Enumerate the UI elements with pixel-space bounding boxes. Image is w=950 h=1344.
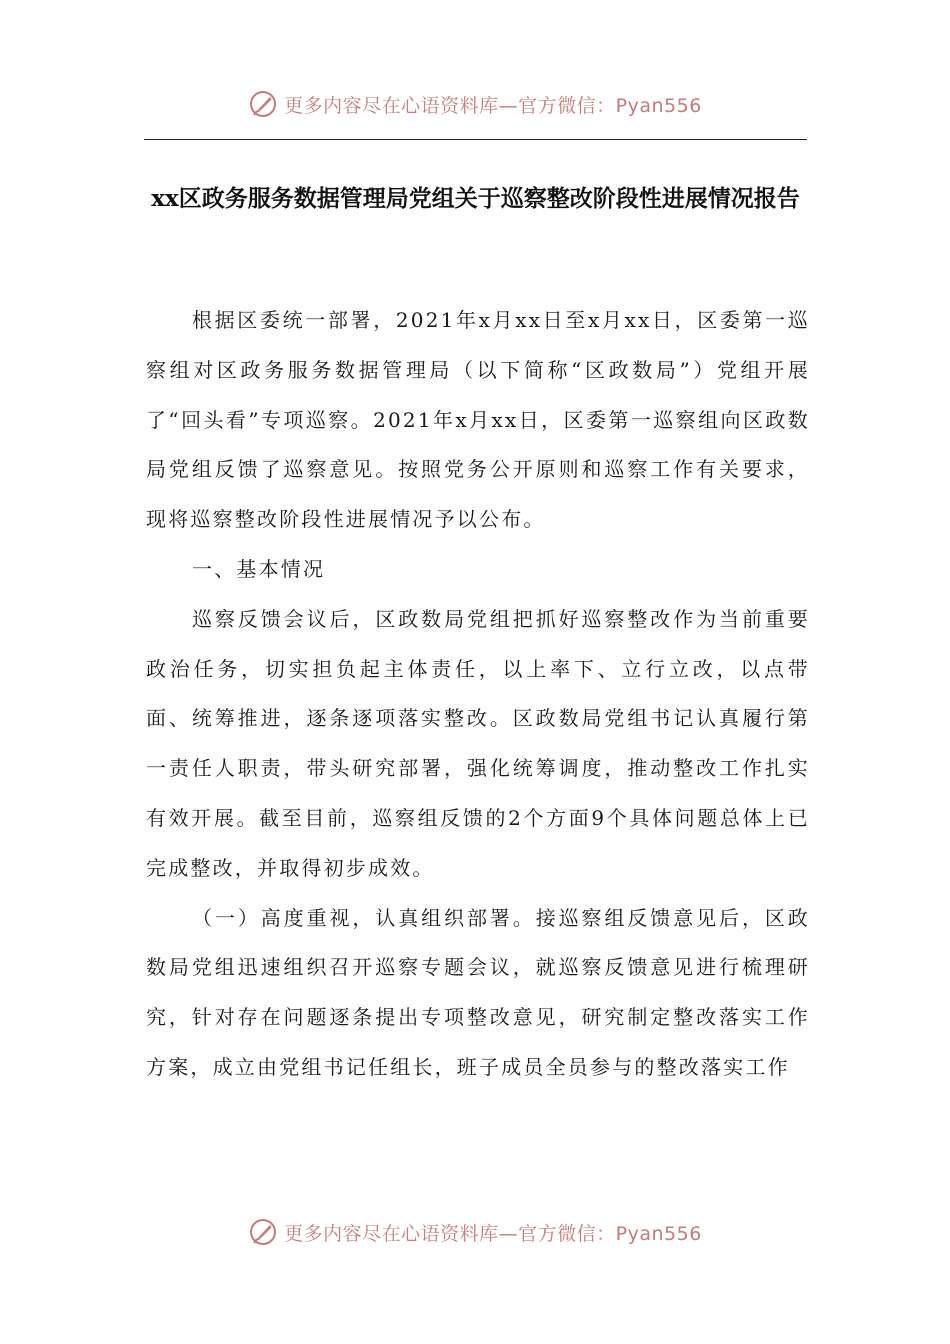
watermark-text: 更多内容尽在心语资料库—官方微信：Pyan556 (284, 1222, 702, 1245)
document-body (146, 296, 810, 1093)
paragraph: 巡察反馈会议后，区政数局党组把抓好巡察整改作为当前重要政治任务，切实担负起主体责任，以上率下、立行立改，以点带面、统筹推进，逐条逐项落实整改。区政数局党组书记认真履行第一责任人职责，带头研究部署，强化统筹调度，推动整改工作扎实有效开展。截至目前，巡察组反馈的2个方面9个具体问题总体上已完成整改，并取得初步成效。 (146, 606, 810, 880)
section-heading: 一、基本情况 (192, 556, 326, 581)
paragraph: 根据区委统一部署，2021年x月xx日至x月xx日，区委第一巡察组对区政务服务数据管理局（以下简称“区政数局”）党组开展了“回头看”专项巡察。2021年x月xx日，区委第一巡察组向区政数局党组反馈了巡察意见。按照党务公开原则和巡察工作有关要求，现将巡察整改阶段性进展情况予以公布。 (146, 308, 810, 532)
document-title: xx区政务服务数据管理局党组关于巡察整改阶段性进展情况报告 (151, 185, 800, 212)
header-watermark (0, 84, 950, 124)
header-divider (144, 139, 807, 140)
footer-watermark (0, 1212, 950, 1252)
paragraph: （一）高度重视，认真组织部署。接巡察组反馈意见后，区政数局党组迅速组织召开巡察专题会议，就巡察反馈意见进行梳理研究，针对存在问题逐条提出专项整改意见，研究制定整改落实工作方案，成立由党组书记任组长，班子成员全员参与的整改落实工作 (146, 905, 810, 1079)
quill-pen-icon (248, 1217, 278, 1247)
quill-pen-icon (248, 89, 278, 119)
watermark-text: 更多内容尽在心语资料库—官方微信：Pyan556 (284, 94, 702, 117)
